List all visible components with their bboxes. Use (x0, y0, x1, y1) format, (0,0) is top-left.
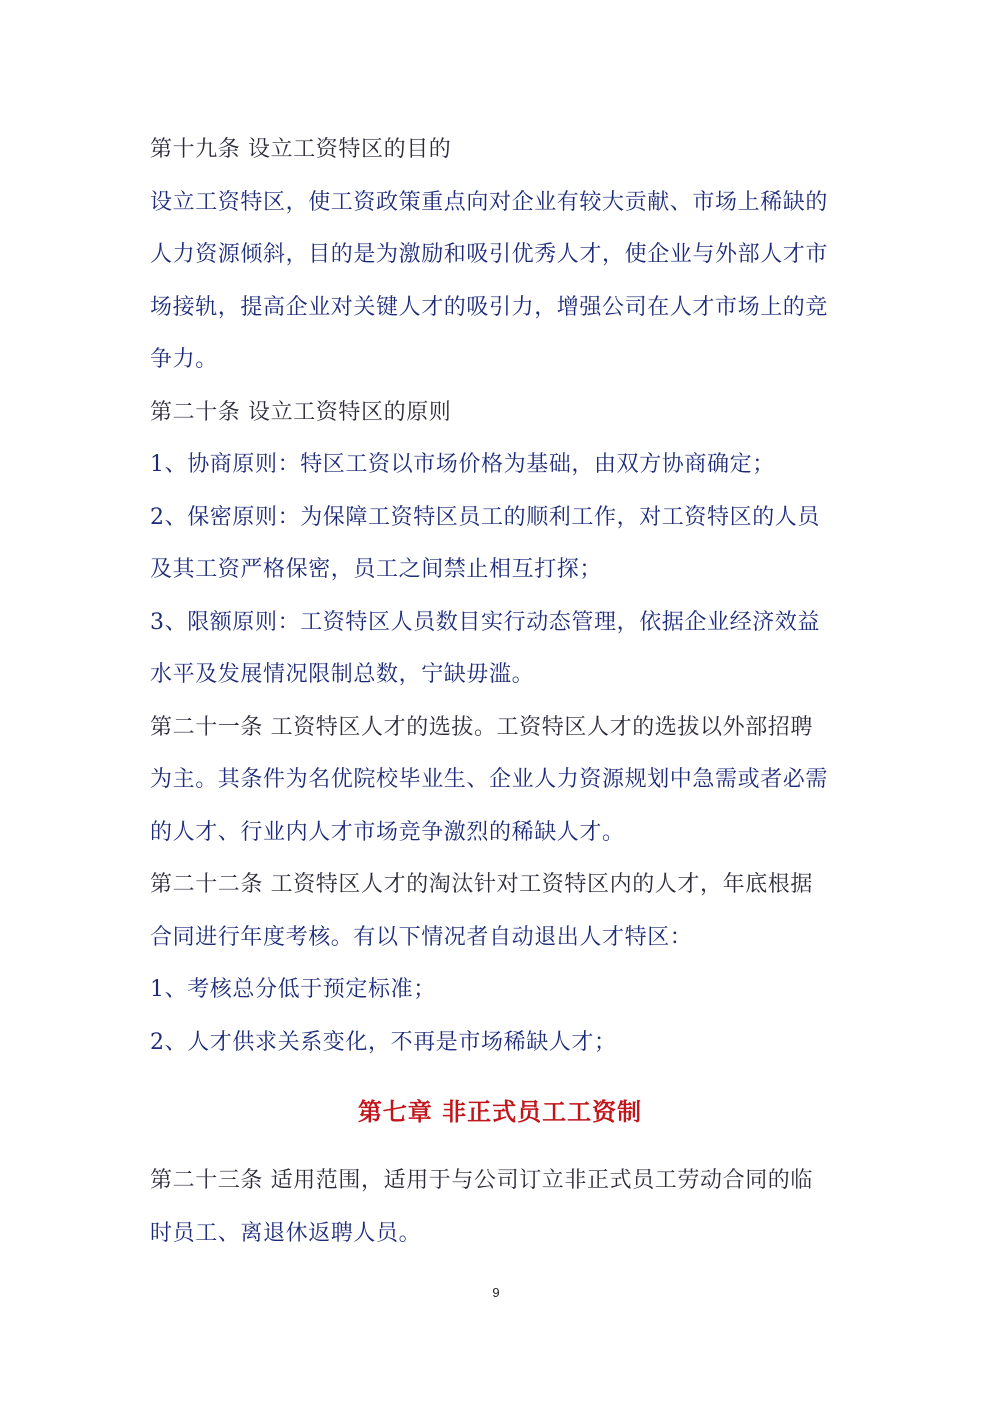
article-20-line-1: 1、协商原则：特区工资以市场价格为基础，由双方协商确定； (150, 452, 775, 477)
article-21-line-3: 的人才、行业内人才市场竞争激烈的稀缺人才。 (150, 819, 625, 845)
article-22-item-2: 2、人才供求关系变化，不再是市场稀缺人才； (150, 1029, 617, 1055)
article-21-line-2: 为主。其条件为名优院校毕业生、企业人力资源规划中急需或者必需 (150, 767, 829, 792)
article-19-line-4: 争力。 (150, 347, 218, 372)
article-20-line-2: 2、保密原则：为保障工资特区员工的顺利工作，对工资特区的人员 (150, 504, 820, 530)
article-20-line-3: 及其工资严格保密，员工之间禁止相互打探； (150, 557, 603, 582)
article-19-line-3: 场接轨，提高企业对关键人才的吸引力，增强公司在人才市场上的竞 (150, 294, 829, 320)
document-body (150, 124, 850, 1260)
article-20-line-5: 水平及发展情况限制总数，宁缺毋滥。 (150, 662, 535, 687)
page-number: 9 (492, 1285, 500, 1300)
article-23-line-2: 时员工、离退休返聘人员。 (150, 1220, 422, 1246)
chapter-7-title: 第七章 非正式员工工资制 (357, 1098, 643, 1126)
article-22-line-2: 合同进行年度考核。有以下情况者自动退出人才特区： (150, 924, 693, 950)
article-21-line-1: 第二十一条 工资特区人才的选拔。工资特区人才的选拔以外部招聘 (150, 714, 813, 740)
article-20-line-4: 3、限额原则：工资特区人员数目实行动态管理，依据企业经济效益 (150, 609, 820, 635)
article-19-line-2: 人力资源倾斜，目的是为激励和吸引优秀人才，使企业与外部人才市 (150, 242, 829, 267)
article-22-item-1: 1、考核总分低于预定标准； (150, 977, 436, 1002)
article-20-heading: 第二十条 设立工资特区的原则 (150, 399, 452, 425)
article-19-line-1: 设立工资特区，使工资政策重点向对企业有较大贡献、市场上稀缺的 (150, 189, 829, 215)
article-23-line-1: 第二十三条 适用范围，适用于与公司订立非正式员工劳动合同的临 (150, 1168, 813, 1193)
article-22-line-1: 第二十二条 工资特区人才的淘汰针对工资特区内的人才，年底根据 (150, 872, 813, 897)
article-19-heading: 第十九条 设立工资特区的目的 (150, 137, 452, 162)
